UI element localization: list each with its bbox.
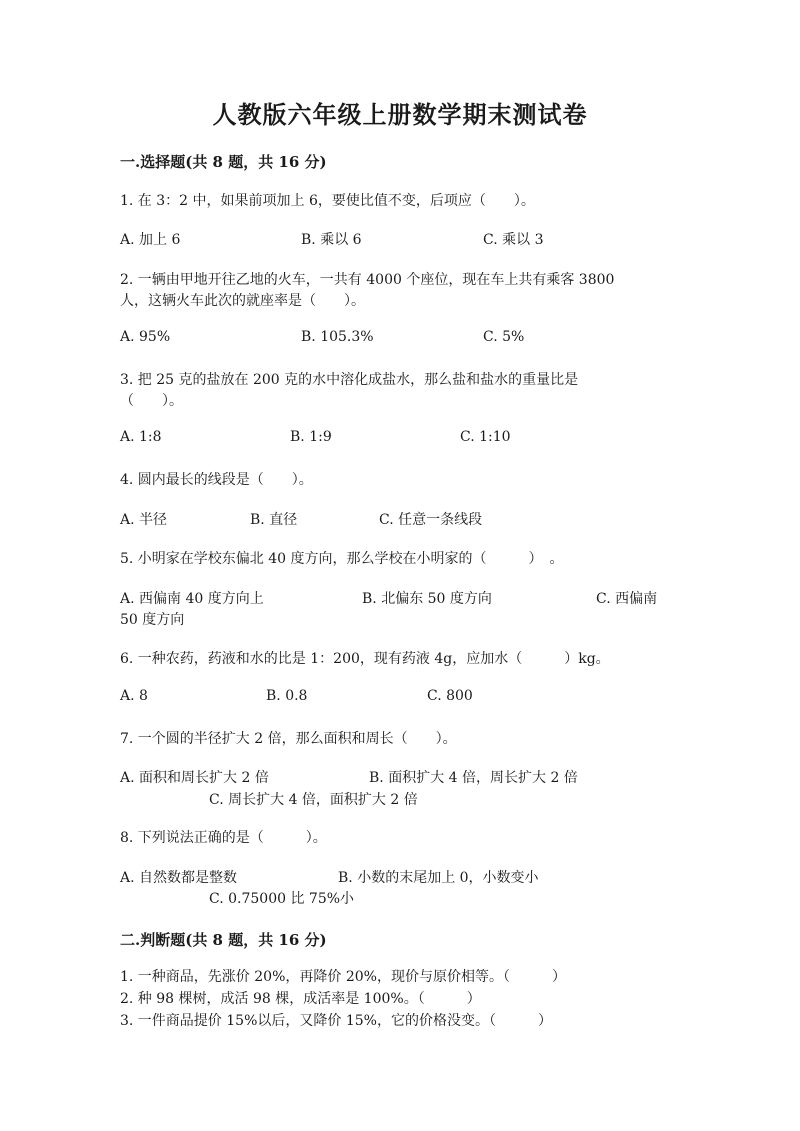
- q3-option-c: C. 1:10: [460, 429, 511, 445]
- question-3-line-1: 3. 把 25 克的盐放在 200 克的水中溶化成盐水，那么盐和盐水的重量比是: [120, 372, 579, 388]
- q1-option-b: B. 乘以 6: [301, 232, 362, 248]
- question-3-line-2: （ ）。: [120, 393, 183, 409]
- question-7: 7. 一个圆的半径扩大 2 倍，那么面积和周长（ ）。: [120, 731, 457, 747]
- question-2-line-2: 人，这辆火车此次的就座率是（ ）。: [120, 293, 365, 309]
- q5-option-b: B. 北偏东 50 度方向: [362, 591, 492, 607]
- q6-option-c: C. 800: [427, 688, 473, 704]
- page-title: 人教版六年级上册数学期末测试卷: [212, 100, 588, 129]
- q1-option-c: C. 乘以 3: [483, 232, 544, 248]
- q4-option-c: C. 任意一条线段: [379, 512, 483, 528]
- q2-option-a: A. 95%: [120, 329, 171, 345]
- q8-option-a: A. 自然数都是整数: [120, 870, 238, 886]
- question-4: 4. 圆内最长的线段是（ ）。: [120, 472, 313, 488]
- q1-option-a: A. 加上 6: [120, 232, 181, 248]
- question-5: 5. 小明家在学校东偏北 40 度方向，那么学校在小明家的（ ） 。: [120, 551, 564, 567]
- q4-option-a: A. 半径: [120, 512, 168, 528]
- q6-option-a: A. 8: [120, 688, 148, 704]
- q3-option-b: B. 1:9: [290, 429, 332, 445]
- q8-option-c: C. 0.75000 比 75%小: [209, 891, 355, 907]
- q7-option-c: C. 周长扩大 4 倍，面积扩大 2 倍: [209, 792, 418, 808]
- q2-option-c: C. 5%: [483, 329, 525, 345]
- question-6: 6. 一种农药，药液和水的比是 1：200，现有药液 4g，应加水（ ）kg。: [120, 651, 610, 667]
- q7-option-a: A. 面积和周长扩大 2 倍: [120, 770, 269, 786]
- judgment-item-2: 2. 种 98 棵树，成活 98 棵，成活率是 100%。（ ）: [120, 991, 481, 1007]
- question-8: 8. 下列说法正确的是（ ）。: [120, 830, 327, 846]
- q3-option-a: A. 1:8: [120, 429, 162, 445]
- q8-option-b: B. 小数的末尾加上 0，小数变小: [338, 870, 539, 886]
- question-2-line-1: 2. 一辆由甲地开往乙地的火车，一共有 4000 个座位，现在车上共有乘客 3800: [120, 272, 615, 288]
- judgment-item-3: 3. 一件商品提价 15%以后，又降价 15%，它的价格没变。（ ）: [120, 1013, 552, 1029]
- q7-option-b: B. 面积扩大 4 倍，周长扩大 2 倍: [369, 770, 578, 786]
- section-heading-choice: 一.选择题(共 8 题，共 16 分): [120, 153, 327, 171]
- q5-option-c-continued: 50 度方向: [120, 612, 185, 628]
- section-heading-judgment: 二.判断题(共 8 题，共 16 分): [120, 931, 327, 949]
- question-1: 1. 在 3：2 中，如果前项加上 6，要使比值不变，后项应（ ）。: [120, 193, 535, 209]
- q4-option-b: B. 直径: [250, 512, 298, 528]
- judgment-item-1: 1. 一种商品，先涨价 20%，再降价 20%，现价与原价相等。（ ）: [120, 969, 566, 985]
- q5-option-c: C. 西偏南: [596, 591, 658, 607]
- q2-option-b: B. 105.3%: [301, 329, 374, 345]
- q6-option-b: B. 0.8: [266, 688, 308, 704]
- q5-option-a: A. 西偏南 40 度方向上: [120, 591, 264, 607]
